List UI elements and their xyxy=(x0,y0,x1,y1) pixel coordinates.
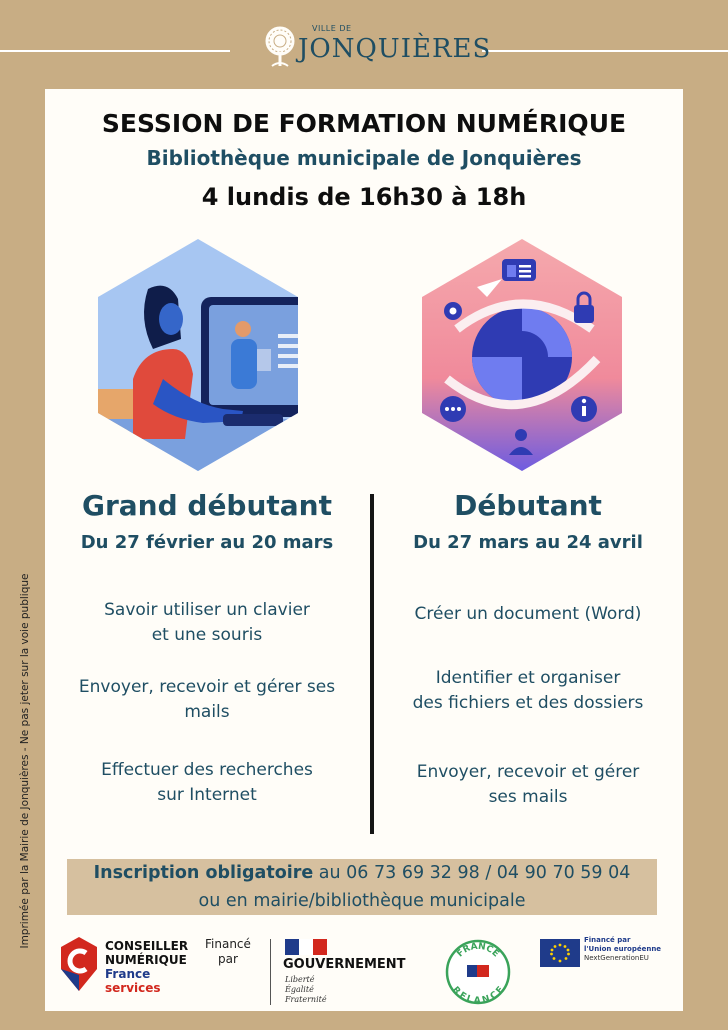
partner-logos xyxy=(45,929,683,1009)
column-heading: Grand débutant xyxy=(81,489,333,522)
list-item-line: Effectuer des recherches xyxy=(101,760,313,780)
gouvernement-motto xyxy=(285,975,327,1005)
cn-line: services xyxy=(105,981,161,995)
list-item-line: Envoyer, recevoir et gérer xyxy=(416,762,640,782)
inscription-phone[interactable]: au 06 73 69 32 98 / 04 90 70 59 04 xyxy=(313,863,631,883)
poster-card xyxy=(45,89,683,1011)
list-item xyxy=(368,666,688,716)
list-item-line: Identifier et organiser xyxy=(435,668,621,688)
inscription-line-1 xyxy=(67,859,657,887)
header-rule-right xyxy=(482,50,728,52)
list-item-line: Créer un document (Word) xyxy=(414,604,642,624)
poster-subtitle: Bibliothèque municipale de Jonquières xyxy=(146,146,582,170)
header xyxy=(0,0,728,90)
france-relance-top: FRANCE xyxy=(455,941,501,960)
inscription-line-2: ou en mairie/bibliothèque municipale xyxy=(198,891,526,911)
poster-title: SESSION DE FORMATION NUMÉRIQUE xyxy=(101,109,627,138)
header-rule-left xyxy=(0,50,230,52)
list-item xyxy=(368,760,688,810)
list-item-line: Envoyer, recevoir et gérer ses xyxy=(78,677,336,697)
side-note xyxy=(10,540,30,980)
eu-flag-icon xyxy=(540,939,580,967)
finance-line: par xyxy=(218,952,238,966)
column-grand-debutant xyxy=(47,489,367,553)
eu-label xyxy=(584,936,661,963)
list-item xyxy=(47,675,367,725)
column-debutant xyxy=(368,489,688,553)
motto-line: Liberté xyxy=(285,975,315,984)
eu-line: Financé par xyxy=(584,936,631,944)
list-item-line: sur Internet xyxy=(157,785,257,805)
list-item-line: des fichiers et des dossiers xyxy=(412,693,644,713)
logo-name: JONQUIÈRES xyxy=(298,34,492,64)
column-dates: Du 27 février au 20 mars xyxy=(80,532,334,553)
column-dates: Du 27 mars au 24 avril xyxy=(413,532,643,553)
france-relance-logo xyxy=(445,939,511,1005)
list-item-line: mails xyxy=(184,702,230,722)
france-relance-bottom: RELANCE xyxy=(450,985,507,1005)
finance-label xyxy=(205,937,251,967)
conseiller-numerique-logo-icon xyxy=(59,935,99,993)
marianne-logo-icon xyxy=(285,939,327,955)
finance-line: Financé xyxy=(205,937,251,951)
list-item xyxy=(47,758,367,808)
list-item-line: ses mails xyxy=(488,787,568,807)
globe-connectivity-illustration xyxy=(417,239,627,471)
poster-schedule: 4 lundis de 16h30 à 18h xyxy=(201,183,527,211)
motto-line: Égalité xyxy=(285,985,314,994)
list-item-line: et une souris xyxy=(151,625,263,645)
column-heading: Débutant xyxy=(454,489,602,522)
inscription-band xyxy=(67,859,657,915)
list-item xyxy=(368,602,688,627)
jonquieres-logo[interactable] xyxy=(262,22,492,72)
eu-line: NextGenerationEU xyxy=(584,954,649,962)
eu-line: l'Union européenne xyxy=(584,945,662,953)
list-item xyxy=(47,598,367,648)
cn-line: NUMÉRIQUE xyxy=(105,953,187,967)
logo-small-text: VILLE DE xyxy=(312,24,352,33)
tree-icon xyxy=(262,24,298,68)
computer-user-illustration xyxy=(93,239,303,471)
cn-line: France xyxy=(105,967,151,981)
list-item-line: Savoir utiliser un clavier xyxy=(104,600,310,620)
conseiller-numerique-label xyxy=(105,939,188,995)
side-note-text: Imprimée par la Mairie de Jonquières - Ne pas jeter sur la voie publique xyxy=(19,573,31,949)
motto-line: Fraternité xyxy=(285,995,327,1004)
gouvernement-label: GOUVERNEMENT xyxy=(283,957,406,972)
footer-separator xyxy=(270,939,271,1005)
cn-line: CONSEILLER xyxy=(105,939,189,953)
inscription-bold: Inscription obligatoire xyxy=(93,863,314,883)
